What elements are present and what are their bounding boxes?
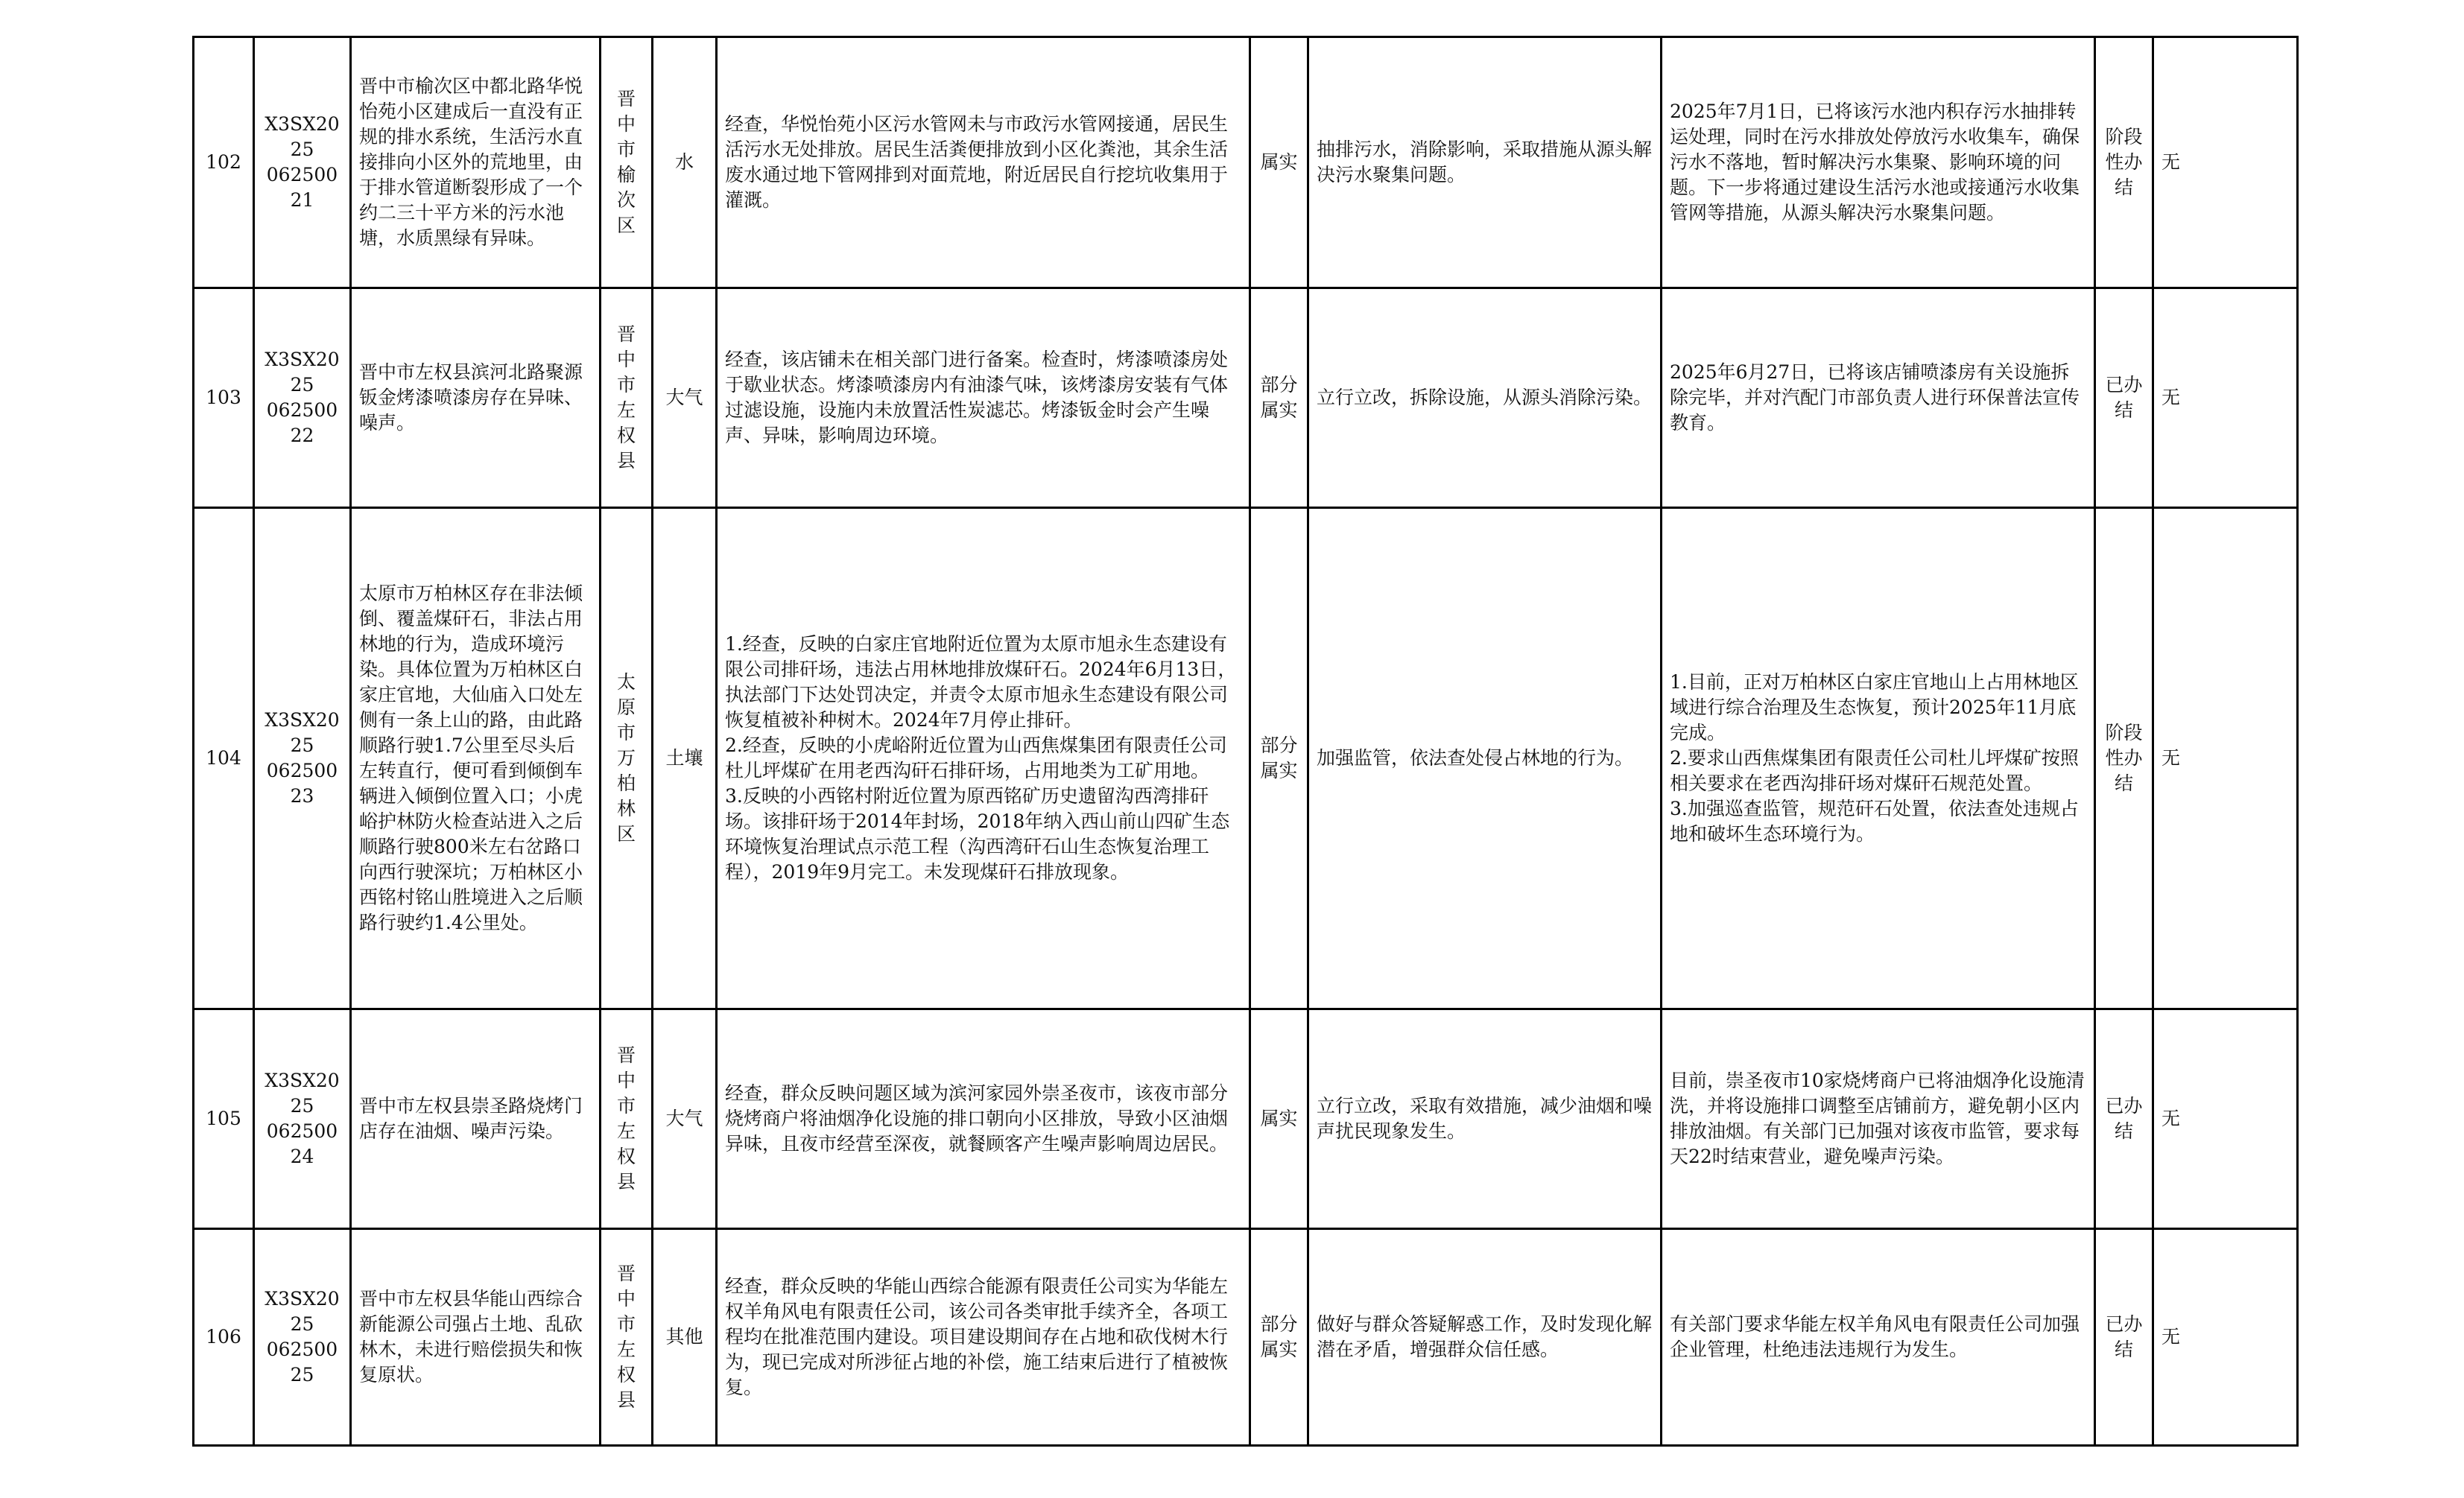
table-row xyxy=(194,37,2298,288)
status-cell: 阶段性办结 xyxy=(2095,508,2153,1009)
progress-cell: 2025年7月1日，已将该污水池内积存污水抽排转运处理，同时在污水排放处停放污水收集车，确保污水不落地，暂时解决污水集聚、影响环境的问题。下一步将通过建设生活污水池或接通污水收集管网等措施，从源头解决污水聚集问题。 xyxy=(1662,37,2095,288)
accountability-cell: 无 xyxy=(2153,288,2298,508)
region-cell: 太原市万柏林区 xyxy=(601,508,653,1009)
region-cell: 晋中市左权县 xyxy=(601,1229,653,1446)
verdict-cell: 部分属实 xyxy=(1250,508,1308,1009)
accountability-cell: 无 xyxy=(2153,1229,2298,1446)
verdict-cell: 属实 xyxy=(1250,1009,1308,1229)
seq-cell: 105 xyxy=(194,1009,254,1229)
seq-cell: 104 xyxy=(194,508,254,1009)
complaint-cell: 晋中市左权县崇圣路烧烤门店存在油烟、噪声污染。 xyxy=(351,1009,601,1229)
table-body xyxy=(194,37,2298,1446)
verdict-cell: 部分属实 xyxy=(1250,288,1308,508)
investigation-cell: 1.经查，反映的白家庄官地附近位置为太原市旭永生态建设有限公司排矸场，违法占用林地排放煤矸石。2024年6月13日，执法部门下达处罚决定，并责令太原市旭永生态建设有限公司恢复植被补种树木。2024年7月停止排矸。 2.经查，反映的小虎峪附近位置为山西焦煤集团有限责任公司杜儿坪煤矿在用老西沟矸石排矸场，占用地类为工矿用地。 3.反映的小西铭村附近位置为原西铭矿历史遗留沟西湾排矸场。该排矸场于2014年封场，2018年纳入西山前山四矿生态环境恢复治理试点示范工程（沟西湾矸石山生态恢复治理工程），2019年9月完工。未发现煤矸石排放现象。 xyxy=(717,508,1250,1009)
progress-cell: 1.目前，正对万柏林区白家庄官地山上占用林地区域进行综合治理及生态恢复，预计2025年11月底完成。 2.要求山西焦煤集团有限责任公司杜儿坪煤矿按照相关要求在老西沟排矸场对煤矸石规范处置。 3.加强巡查监管，规范矸石处置，依法查处违规占地和破坏生态环境行为。 xyxy=(1662,508,2095,1009)
type-cell: 大气 xyxy=(653,1009,717,1229)
measures-cell: 立行立改，拆除设施，从源头消除污染。 xyxy=(1308,288,1662,508)
type-cell: 大气 xyxy=(653,288,717,508)
seq-cell: 102 xyxy=(194,37,254,288)
seq-cell: 103 xyxy=(194,288,254,508)
complaint-cell: 太原市万柏林区存在非法倾倒、覆盖煤矸石，非法占用林地的行为，造成环境污染。具体位置为万柏林区白家庄官地，大仙庙入口处左侧有一条上山的路，由此路顺路行驶1.7公里至尽头后左转直行，便可看到倾倒车辆进入倾倒位置入口；小虎峪护林防火检查站进入之后顺路行驶800米左右岔路口向西行驶深坑；万柏林区小西铭村铭山胜境进入之后顺路行驶约1.4公里处。 xyxy=(351,508,601,1009)
status-cell: 已办结 xyxy=(2095,1229,2153,1446)
verdict-cell: 部分属实 xyxy=(1250,1229,1308,1446)
code-cell: X3SX2025 06250022 xyxy=(254,288,351,508)
table-row xyxy=(194,1229,2298,1446)
region-cell: 晋中市左权县 xyxy=(601,1009,653,1229)
table-row xyxy=(194,288,2298,508)
region-cell: 晋中市榆次区 xyxy=(601,37,653,288)
status-cell: 已办结 xyxy=(2095,288,2153,508)
investigation-cell: 经查，群众反映问题区域为滨河家园外崇圣夜市，该夜市部分烧烤商户将油烟净化设施的排口朝向小区排放，导致小区油烟异味，且夜市经营至深夜，就餐顾客产生噪声影响周边居民。 xyxy=(717,1009,1250,1229)
complaint-table xyxy=(192,36,2299,1447)
type-cell: 其他 xyxy=(653,1229,717,1446)
measures-cell: 加强监管，依法查处侵占林地的行为。 xyxy=(1308,508,1662,1009)
accountability-cell: 无 xyxy=(2153,508,2298,1009)
type-cell: 土壤 xyxy=(653,508,717,1009)
type-cell: 水 xyxy=(653,37,717,288)
measures-cell: 抽排污水，消除影响，采取措施从源头解决污水聚集问题。 xyxy=(1308,37,1662,288)
seq-cell: 106 xyxy=(194,1229,254,1446)
complaint-table-page xyxy=(192,36,2299,1447)
code-cell: X3SX2025 06250021 xyxy=(254,37,351,288)
verdict-cell: 属实 xyxy=(1250,37,1308,288)
accountability-cell: 无 xyxy=(2153,1009,2298,1229)
progress-cell: 有关部门要求华能左权羊角风电有限责任公司加强企业管理，杜绝违法违规行为发生。 xyxy=(1662,1229,2095,1446)
measures-cell: 做好与群众答疑解惑工作，及时发现化解潜在矛盾，增强群众信任感。 xyxy=(1308,1229,1662,1446)
status-cell: 阶段性办结 xyxy=(2095,37,2153,288)
code-cell: X3SX2025 06250023 xyxy=(254,508,351,1009)
progress-cell: 目前，崇圣夜市10家烧烤商户已将油烟净化设施清洗，并将设施排口调整至店铺前方，避免朝小区内排放油烟。有关部门已加强对该夜市监管，要求每天22时结束营业，避免噪声污染。 xyxy=(1662,1009,2095,1229)
region-cell: 晋中市左权县 xyxy=(601,288,653,508)
code-cell: X3SX2025 06250024 xyxy=(254,1009,351,1229)
complaint-cell: 晋中市左权县华能山西综合新能源公司强占土地、乱砍林木，未进行赔偿损失和恢复原状。 xyxy=(351,1229,601,1446)
investigation-cell: 经查，华悦怡苑小区污水管网未与市政污水管网接通，居民生活污水无处排放。居民生活粪便排放到小区化粪池，其余生活废水通过地下管网排到对面荒地，附近居民自行挖坑收集用于灌溉。 xyxy=(717,37,1250,288)
accountability-cell: 无 xyxy=(2153,37,2298,288)
investigation-cell: 经查，群众反映的华能山西综合能源有限责任公司实为华能左权羊角风电有限责任公司，该公司各类审批手续齐全，各项工程均在批准范围内建设。项目建设期间存在占地和砍伐树木行为，现已完成对所涉征占地的补偿，施工结束后进行了植被恢复。 xyxy=(717,1229,1250,1446)
status-cell: 已办结 xyxy=(2095,1009,2153,1229)
progress-cell: 2025年6月27日，已将该店铺喷漆房有关设施拆除完毕，并对汽配门市部负责人进行环保普法宣传教育。 xyxy=(1662,288,2095,508)
investigation-cell: 经查，该店铺未在相关部门进行备案。检查时，烤漆喷漆房处于歇业状态。烤漆喷漆房内有油漆气味，该烤漆房安装有气体过滤设施，设施内未放置活性炭滤芯。烤漆钣金时会产生噪声、异味，影响周边环境。 xyxy=(717,288,1250,508)
complaint-cell: 晋中市榆次区中都北路华悦怡苑小区建成后一直没有正规的排水系统，生活污水直接排向小区外的荒地里，由于排水管道断裂形成了一个约二三十平方米的污水池塘，水质黑绿有异味。 xyxy=(351,37,601,288)
measures-cell: 立行立改，采取有效措施，减少油烟和噪声扰民现象发生。 xyxy=(1308,1009,1662,1229)
table-row xyxy=(194,1009,2298,1229)
code-cell: X3SX2025 06250025 xyxy=(254,1229,351,1446)
table-row xyxy=(194,508,2298,1009)
complaint-cell: 晋中市左权县滨河北路聚源钣金烤漆喷漆房存在异味、噪声。 xyxy=(351,288,601,508)
